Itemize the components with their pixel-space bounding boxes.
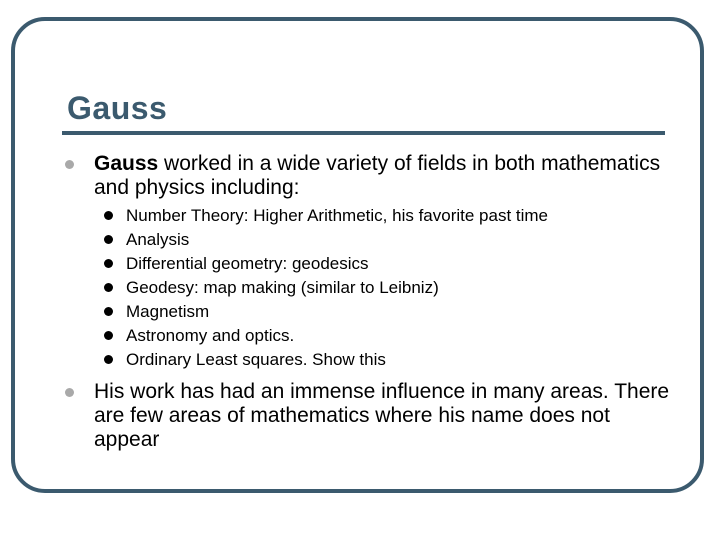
sub-item (94, 276, 672, 300)
sub-item-text: Analysis (126, 230, 190, 249)
fields-sublist (94, 204, 672, 372)
sub-bullet-icon (104, 235, 113, 244)
slide-title: Gauss (67, 90, 168, 126)
sub-item (94, 300, 672, 324)
bullet-lead-text: Gauss (94, 152, 159, 175)
bullet-item-fields (62, 152, 672, 200)
sub-item-text: Astronomy and optics. (126, 326, 295, 345)
sub-item (94, 348, 672, 372)
sub-item-text: Geodesy: map making (similar to Leibniz) (126, 278, 439, 297)
sub-item (94, 204, 672, 228)
sub-bullet-icon (104, 259, 113, 268)
sub-item (94, 324, 672, 348)
bullet-dot-icon (65, 388, 74, 397)
sub-item-text: Magnetism (126, 302, 210, 321)
sub-item (94, 228, 672, 252)
sub-item-text: Ordinary Least squares. Show this (126, 350, 386, 369)
bullet-item-influence (62, 380, 672, 452)
sub-item-text: Differential geometry: geodesics (126, 254, 369, 273)
sub-bullet-icon (104, 331, 113, 340)
bullet-text: His work has had an immense influence in many areas. There are few areas of mathematics where his name does not appear (94, 380, 670, 451)
sub-bullet-icon (104, 283, 113, 292)
bullet-dot-icon (65, 160, 74, 169)
title-divider (62, 131, 665, 135)
sub-bullet-icon (104, 307, 113, 316)
sub-item-text: Number Theory: Higher Arithmetic, his favorite past time (126, 206, 549, 225)
sub-bullet-icon (104, 211, 113, 220)
slide-content (62, 152, 672, 452)
bullet-text: worked in a wide variety of fields in both mathematics and physics including: (94, 152, 661, 199)
sub-bullet-icon (104, 355, 113, 364)
sub-item (94, 252, 672, 276)
